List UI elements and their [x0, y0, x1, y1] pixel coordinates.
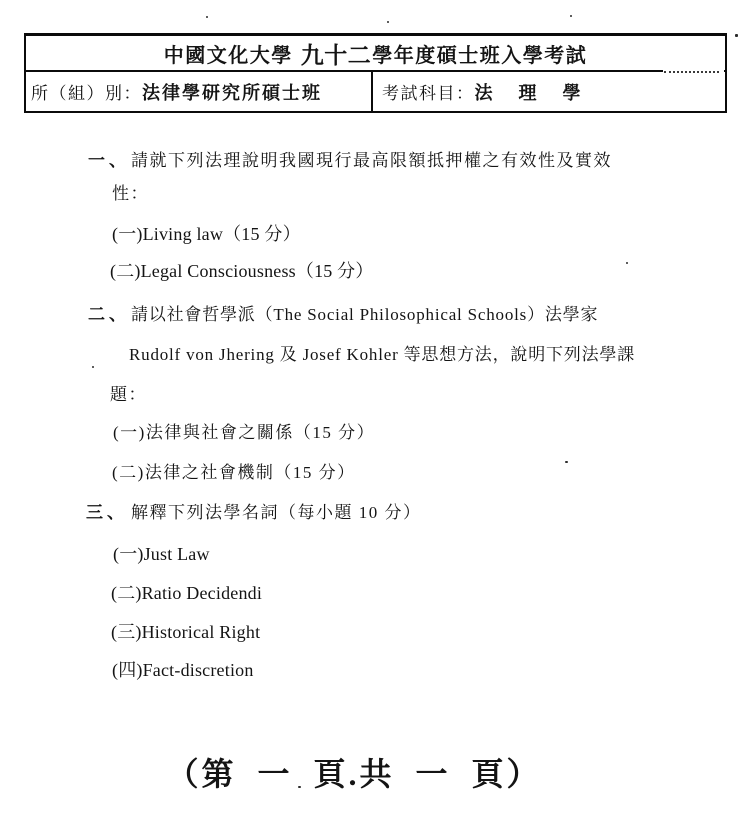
question-1-line-2: 性：: [112, 184, 149, 203]
question-2-line-2: Rudolf von Jhering 及 Josef Kohler 等思想方法，說明下列法學課: [129, 345, 636, 364]
exam-info-row: [26, 72, 725, 111]
subject-field: [373, 72, 725, 111]
question-3-subitem-4: (四)Fact-discretion: [112, 660, 254, 680]
question-1-line-1: 請就下列法理說明我國現行最高限額抵押權之有效性及實效: [131, 151, 612, 170]
question-3-line-1: 解釋下列法學名詞（每小題 10 分）: [131, 503, 422, 522]
question-2-line-3: 題：: [110, 385, 147, 404]
department-field: [26, 72, 373, 111]
question-1-number: 一、: [88, 151, 130, 170]
scan-speck: [565, 461, 568, 463]
department-label: 所（組）別：: [31, 84, 142, 103]
question-1-subitem-1: (一)Living law（15 分）: [112, 224, 301, 244]
subject-label: 考試科目：: [382, 84, 475, 103]
question-3-subitem-1: (一)Just Law: [113, 544, 210, 564]
question-2-line-1: 請以社會哲學派（The Social Philosophical Schools）法學家: [131, 305, 599, 324]
scan-speck: [570, 15, 572, 17]
scan-speck: [735, 34, 738, 37]
question-2-subitem-2: (二)法律之社會機制（15 分）: [112, 463, 356, 482]
scan-speck: [626, 262, 628, 264]
scan-speck: [387, 21, 389, 23]
page-number-note: （第 一 頁.共 一 頁）: [166, 756, 542, 792]
question-3-number: 三、: [86, 503, 128, 522]
question-2-number: 二、: [88, 305, 130, 324]
university-name: 中國文化大學: [163, 44, 293, 67]
scan-dotted-line: [664, 71, 719, 73]
subject-value: 法 理 學: [474, 82, 585, 103]
question-1-subitem-2: (二)Legal Consciousness（15 分）: [110, 261, 374, 281]
exam-name: 學年度碩士班入學考試: [372, 44, 588, 67]
scan-speck: [206, 16, 208, 18]
exam-header-table: [24, 33, 727, 113]
academic-year: 九十二: [300, 42, 372, 68]
department-value: 法律學研究所碩士班: [142, 82, 322, 103]
question-3-subitem-2: (二)Ratio Decidendi: [111, 583, 263, 603]
question-3-subitem-3: (三)Historical Right: [111, 622, 261, 642]
question-2-subitem-1: (一)法律與社會之關係（15 分）: [113, 423, 376, 442]
exam-title: [26, 36, 725, 72]
scan-speck: [92, 366, 94, 368]
